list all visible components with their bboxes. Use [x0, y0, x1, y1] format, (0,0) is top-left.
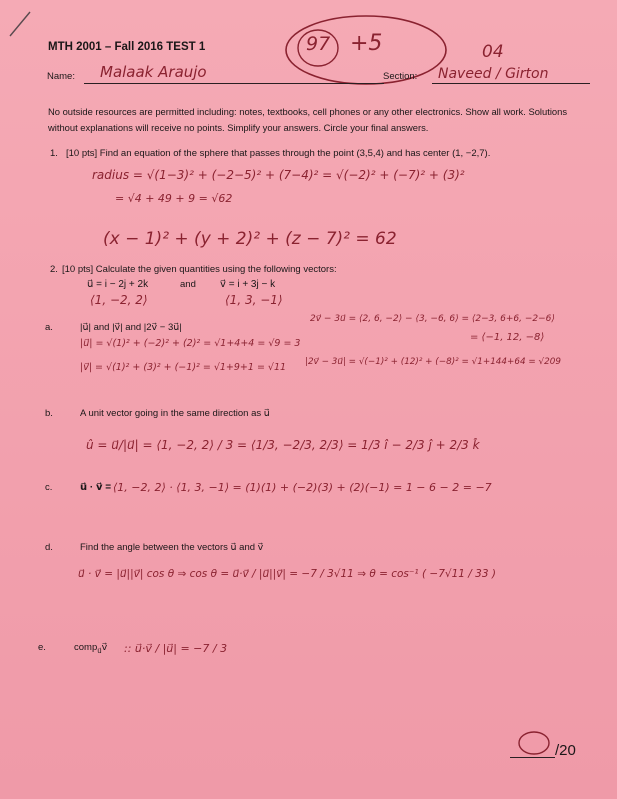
name-underline — [84, 83, 384, 84]
q1-work-line1: radius = √(1−3)² + (−2−5)² + (7−4)² = √(−2)² + (−7)² + (3)² — [92, 168, 465, 182]
q2a-work-v: |v⃗| = √(1)² + (3)² + (−1)² = √1+9+1 = √11 — [80, 362, 287, 373]
q2a-text: |u⃗| and |v⃗| and |2v⃗ − 3u⃗| — [80, 322, 182, 333]
q2-u-components: ⟨1, −2, 2⟩ — [90, 293, 148, 307]
q2d-work: u⃗ · v⃗ = |u⃗||v⃗| cos θ ⇒ cos θ = u⃗·v⃗ / |u⃗||v⃗| = −7 / 3√11 ⇒ θ = cos⁻¹ ( −7√11 / 33 ) — [78, 568, 496, 580]
q2e-work: :: u⃗·v⃗ / |u⃗| = −7 / 3 — [124, 642, 228, 655]
q2c-text: u⃗ · v⃗ = — [80, 482, 112, 493]
q2-v-vector: v⃗ = i + 3j − k — [220, 279, 276, 290]
q1-answer: (x − 1)² + (y + 2)² + (z − 7)² = 62 — [103, 229, 397, 249]
section-underline — [432, 83, 590, 84]
name-value: Malaak Araujo — [100, 63, 207, 81]
score-total: /20 — [555, 742, 576, 759]
q2b-text: A unit vector going in the same direction as u⃗ — [80, 408, 270, 419]
q2a-work-u: |u⃗| = √(1)² + (−2)² + (2)² = √1+4+4 = √9 = 3 — [80, 338, 301, 349]
section-label: Section: — [383, 71, 418, 82]
score-circled: 97 — [306, 33, 331, 55]
q2e-text2: v⃗ — [101, 642, 108, 653]
q1-text: [10 pts] Find an equation of the sphere that passes through the point (3,5,4) and has center (1, −2,7). — [66, 148, 491, 159]
q2e-text: comp — [74, 642, 98, 653]
section-number: 04 — [482, 42, 504, 62]
q2-v-components: ⟨1, 3, −1⟩ — [225, 293, 283, 307]
q2-and: and — [180, 279, 196, 290]
q2c-label: c. — [45, 482, 53, 493]
q2a-label: a. — [45, 322, 53, 333]
score-bonus: +5 — [350, 31, 383, 56]
q2-text: [10 pts] Calculate the given quantities using the following vectors: — [62, 264, 337, 275]
q2a-work-diff: 2v⃗ − 3u⃗ = ⟨2, 6, −2⟩ − ⟨3, −6, 6⟩ = ⟨2−3, 6+6, −2−6⟩ — [310, 314, 555, 324]
section-value: Naveed / Girton — [438, 66, 549, 82]
q2-u-vector: u⃗ = i − 2j + 2k — [87, 279, 149, 290]
q2b-work: û = u⃗/|u⃗| = ⟨1, −2, 2⟩ / 3 = ⟨1/3, −2/3, 2/3⟩ = 1/3 î − 2/3 ĵ + 2/3 k̂ — [86, 438, 480, 452]
q2d-label: d. — [45, 542, 53, 553]
instructions: No outside resources are permitted including: notes, textbooks, cell phones or any other electronics. Show all work. Solutions without explanations will receive no points. Simplify your answers. Circle your final answers. — [48, 106, 568, 133]
q1-number: 1. — [50, 148, 58, 159]
score-zero-icon — [514, 728, 554, 758]
q2a-work-diff-result: = ⟨−1, 12, −8⟩ — [470, 332, 545, 343]
score-underline — [510, 757, 555, 758]
q2e-sub: u⃗ — [97, 647, 102, 655]
test-title: MTH 2001 – Fall 2016 TEST 1 — [48, 41, 206, 53]
q2e-label: e. — [38, 642, 46, 653]
q1-work-line2: = √4 + 49 + 9 = √62 — [115, 192, 233, 205]
q2d-text: Find the angle between the vectors u⃗ and v⃗ — [80, 542, 264, 553]
corner-mark-icon — [8, 8, 34, 38]
q2a-work-magnitude: |2v⃗ − 3u⃗| = √(−1)² + (12)² + (−8)² = √1+144+64 = √209 — [305, 357, 561, 367]
q2e-comp — [74, 642, 107, 655]
name-label: Name: — [47, 71, 75, 82]
q2c-work: ⟨1, −2, 2⟩ · ⟨1, 3, −1⟩ = (1)(1) + (−2)(3) + (2)(−1) = 1 − 6 − 2 = −7 — [113, 481, 492, 494]
q2-number: 2. — [50, 264, 58, 275]
q2b-label: b. — [45, 408, 53, 419]
